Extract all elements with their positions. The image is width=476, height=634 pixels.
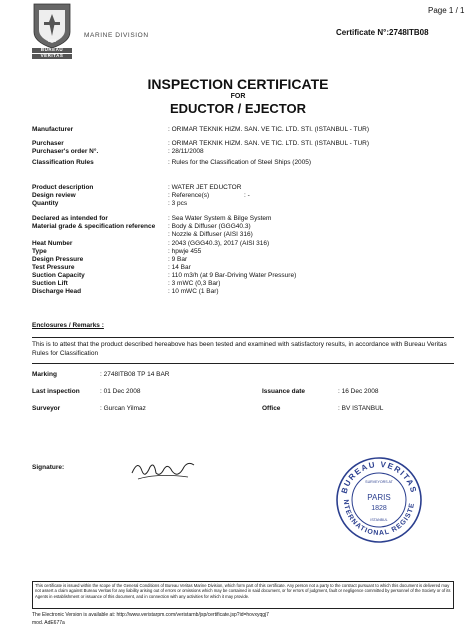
order-no-value: : 28/11/2008 (168, 148, 204, 155)
marking-value: : 2748ITB08 TP 14 BAR (100, 371, 170, 378)
electronic-version-link[interactable]: The Electronic Version is available at: http://www.veristarpm.com/veristarnb/jsp/certificate.jsp?id=hovxyqgj7 (32, 612, 269, 618)
surveyor-value: : Gurcan Yilmaz (100, 405, 146, 412)
divider (32, 337, 454, 338)
heat-number-label: Heat Number (32, 240, 73, 247)
design-pressure-label: Design Pressure (32, 256, 84, 263)
certificate-number: Certificate N°:2748ITB08 (336, 28, 429, 37)
order-no-label: Purchaser's order N°. (32, 148, 99, 155)
bureau-veritas-logo (30, 2, 74, 60)
quantity-value: : 3 pcs (168, 200, 188, 207)
intended-for-value: : Sea Water System & Bilge System (168, 215, 272, 222)
svg-text:BUREAU VERITAS (340, 460, 419, 495)
product-description-value: : WATER JET EDUCTOR (168, 184, 242, 191)
purchaser-label: Purchaser (32, 140, 64, 147)
manufacturer-value: : ORIMAR TEKNIK HIZM. SAN. VE TIC. LTD. STI. (ISTANBUL - TUR) (168, 126, 370, 133)
stamp-bottom-text: NTERNATIONAL REGISTE (341, 499, 416, 538)
signature-label: Signature: (32, 464, 65, 471)
logo-text-veritas: VERITAS (40, 53, 64, 58)
type-value: : hpwje 455 (168, 248, 202, 255)
manufacturer-label: Manufacturer (32, 126, 74, 133)
certificate-subject: EDUCTOR / EJECTOR (169, 101, 307, 116)
material-grade-value-2: : Nozzle & Diffuser (AISI 316) (168, 231, 253, 238)
stamp-sub-text: SURVEYORS AT (365, 480, 393, 484)
design-review-ref: : - (244, 192, 250, 199)
bureau-veritas-stamp (334, 455, 424, 545)
office-value: : BV ISTANBUL (338, 405, 384, 412)
discharge-head-value: : 10 mWC (1 Bar) (168, 288, 219, 295)
design-review-label: Design review (32, 192, 76, 199)
disclaimer-box (32, 581, 454, 609)
stamp-city: PARIS (367, 493, 391, 502)
logo-year: 1828 (47, 39, 57, 43)
last-inspection-value: : 01 Dec 2008 (100, 388, 141, 395)
heat-number-value: : 2043 (GGG40.3), 2017 (AISI 316) (168, 240, 270, 247)
enclosures-label: Enclosures / Remarks : (32, 322, 104, 329)
test-pressure-value: : 14 Bar (168, 264, 191, 271)
material-grade-value: : Body & Diffuser (GGG40.3) (168, 223, 251, 230)
product-description-label: Product description (32, 184, 94, 191)
issuance-date-value: : 16 Dec 2008 (338, 388, 379, 395)
divider (32, 363, 454, 364)
discharge-head-label: Discharge Head (32, 288, 82, 295)
handwritten-signature (128, 455, 198, 485)
form-mod-code: mod. AdE677a (32, 620, 65, 626)
suction-lift-value: : 3 mWC (0,3 Bar) (168, 280, 221, 287)
disclaimer-text: This certificate is issued within the scope of the General Conditions of Bureau Veritas Marine Division, which form part of this certificate. Any person not a party to the contract pursuant to which this document is delivered may not assert a claim against Bureau Veritas for any liability arising out of errors or omissions which may be contained in said document, or for errors of judgment, fault or negligence committed by personnel of the Society or of its Agents in establishment or issuance of this document, and in connection with any activities for which it may provide. (35, 583, 451, 599)
surveyor-label: Surveyor (32, 405, 61, 412)
office-label: Office (262, 405, 281, 412)
material-grade-label: Material grade & specification reference (32, 223, 156, 230)
title-for: FOR (230, 93, 246, 100)
quantity-label: Quantity (32, 200, 59, 207)
stamp-top-text: BUREAU VERITAS (339, 459, 419, 495)
test-pressure-label: Test Pressure (32, 264, 75, 271)
stamp-year: 1828 (371, 505, 387, 512)
marking-label: Marking (32, 371, 57, 378)
intended-for-label: Declared as intended for (32, 215, 108, 222)
attestation-text: This is to attest that the product described hereabove has been tested and examined with satisfactory results, in accordance with Bureau Veritas Rules for Classification (32, 341, 447, 357)
logo-text-bureau: BUREAU (40, 47, 64, 52)
classification-rules-label: Classification Rules (32, 159, 94, 166)
suction-capacity-value: : 110 m3/h (at 9 Bar-Driving Water Pressure) (168, 272, 297, 279)
last-inspection-label: Last inspection (32, 388, 80, 395)
division-label: MARINE DIVISION (84, 32, 149, 39)
stamp-place: ISTANBUL (370, 518, 388, 522)
certificate-title: INSPECTION CERTIFICATE (147, 76, 329, 92)
issuance-date-label: Issuance date (262, 388, 305, 395)
type-label: Type (32, 248, 47, 255)
page-number: Page 1 / 1 (428, 6, 465, 15)
design-review-value: : Reference(s) (168, 192, 210, 199)
design-pressure-value: : 9 Bar (168, 256, 188, 263)
suction-capacity-label: Suction Capacity (32, 272, 85, 279)
purchaser-value: : ORIMAR TEKNIK HIZM. SAN. VE TIC. LTD. STI. (ISTANBUL - TUR) (168, 140, 370, 147)
suction-lift-label: Suction Lift (32, 280, 68, 287)
classification-rules-value: : Rules for the Classification of Steel Ships (2005) (168, 159, 312, 166)
